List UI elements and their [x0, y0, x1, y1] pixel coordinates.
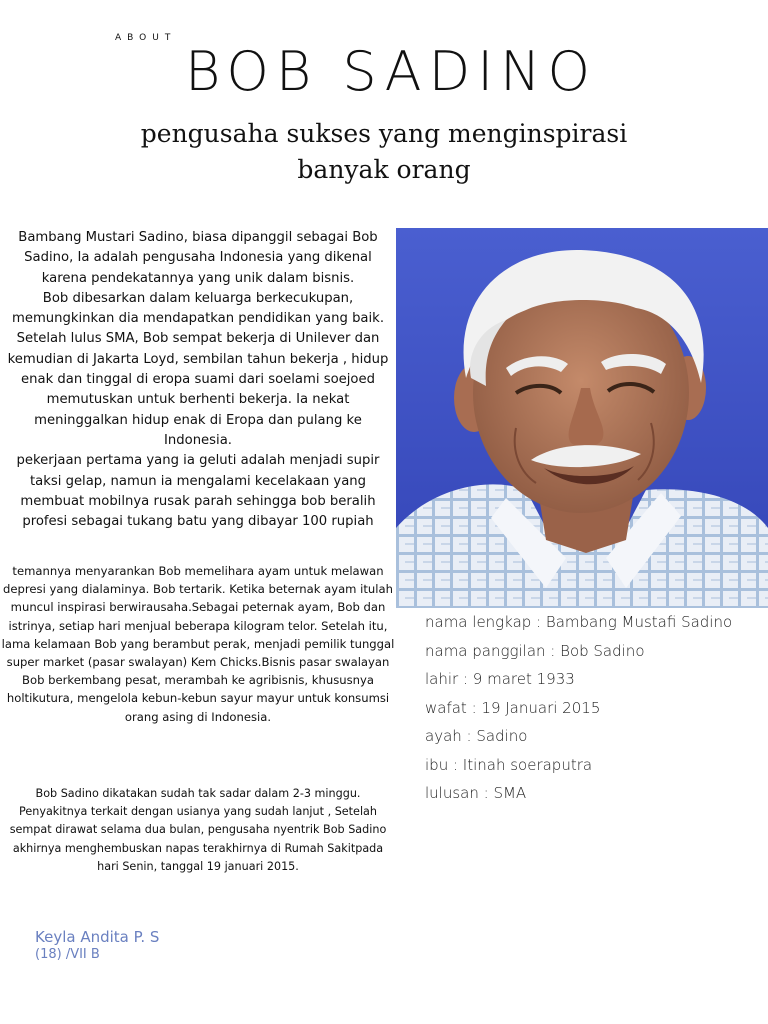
fact-education: lulusan : SMA — [425, 784, 527, 802]
bio-paragraph-1: Bambang Mustari Sadino, biasa dipanggil sebagai Bob Sadino, Ia adalah pengusaha Indonesia yang dikenal karena pendekatannya yang unik dalam bisnis. — [18, 230, 378, 286]
fact-list — [425, 608, 732, 808]
bio-paragraph-5: Bob Sadino dikatakan sudah tak sadar dalam 2-3 minggu. Penyakitnya terkait dengan usianya yang sudah lanjut , Setelah sempat dirawat selama dua bulan, pengusaha nyentrik Bob Sadino akhirnya menghembuskan napas terakhirnya di Rumah Sakitpada hari Senin, tanggal 19 januari 2015. — [9, 787, 387, 873]
page-title: BOB SADINO — [184, 40, 598, 103]
about-kicker: ABOUT — [115, 33, 177, 43]
bio-paragraph-4: temannya menyarankan Bob memelihara ayam untuk melawan depresi yang dialaminya. Bob tertarik. Ketika beternak ayam itulah muncul inspirasi berwirausaha.Sebagai peternak ayam, Bob dan istrinya, setiap hari menjual beberapa kilogram telor. Setelah itu, lama kelamaan Bob yang berambut perak, menjadi pemilik tunggal super market (pasar swalayan) Kem Chicks.Bisnis pasar swalayan Bob berkembang pesat, merambah ke agribisnis, khususnya holtikutura, mengelola kebun-kebun sayur mayur untuk konsumsi orang asing di Indonesia. — [1, 564, 395, 724]
portrait-photo — [396, 228, 768, 608]
subtitle-line-1: pengusaha sukses yang menginspirasi — [140, 119, 628, 148]
fact-mother: ibu : Itinah soeraputra — [425, 755, 593, 774]
fact-nickname: nama panggilan : Bob Sadino — [425, 641, 645, 660]
bio-paragraph-3: pekerjaan pertama yang ia geluti adalah menjadi supir taksi gelap, namun ia mengalami kecelakaan yang membuat mobilnya rusak parah sehingga bob beralih profesi sebagai tukang batu yang dibayar 100 rupiah — [16, 453, 380, 530]
fact-father: ayah : Sadino — [425, 727, 528, 745]
subtitle-line-2: banyak orang — [297, 155, 471, 184]
page-subtitle — [100, 116, 668, 188]
biography-section — [0, 228, 396, 532]
author-credit — [35, 928, 159, 962]
bio-paragraph-2: Bob dibesarkan dalam keluarga berkecukupan, memungkinkan dia mendapatkan pendidikan yang baik. Setelah lulus SMA, Bob sempat bekerja di Unilever dan kemudian di Jakarta Loyd, sembilan tahun bekerja , hidup enak dan tinggal di eropa suami dari soelami soejoed memutuskan untuk berhenti bekerja. Ia nekat meninggalkan hidup enak di Eropa dan pulang ke Indonesia. — [7, 290, 389, 448]
author-class: (18) /VII B — [35, 947, 100, 962]
author-name: Keyla Andita P. S — [35, 928, 160, 946]
fact-born: lahir : 9 maret 1933 — [425, 670, 575, 688]
fact-died: wafat : 19 Januari 2015 — [425, 698, 601, 717]
fact-full-name: nama lengkap : Bambang Mustafi Sadino — [425, 613, 733, 631]
